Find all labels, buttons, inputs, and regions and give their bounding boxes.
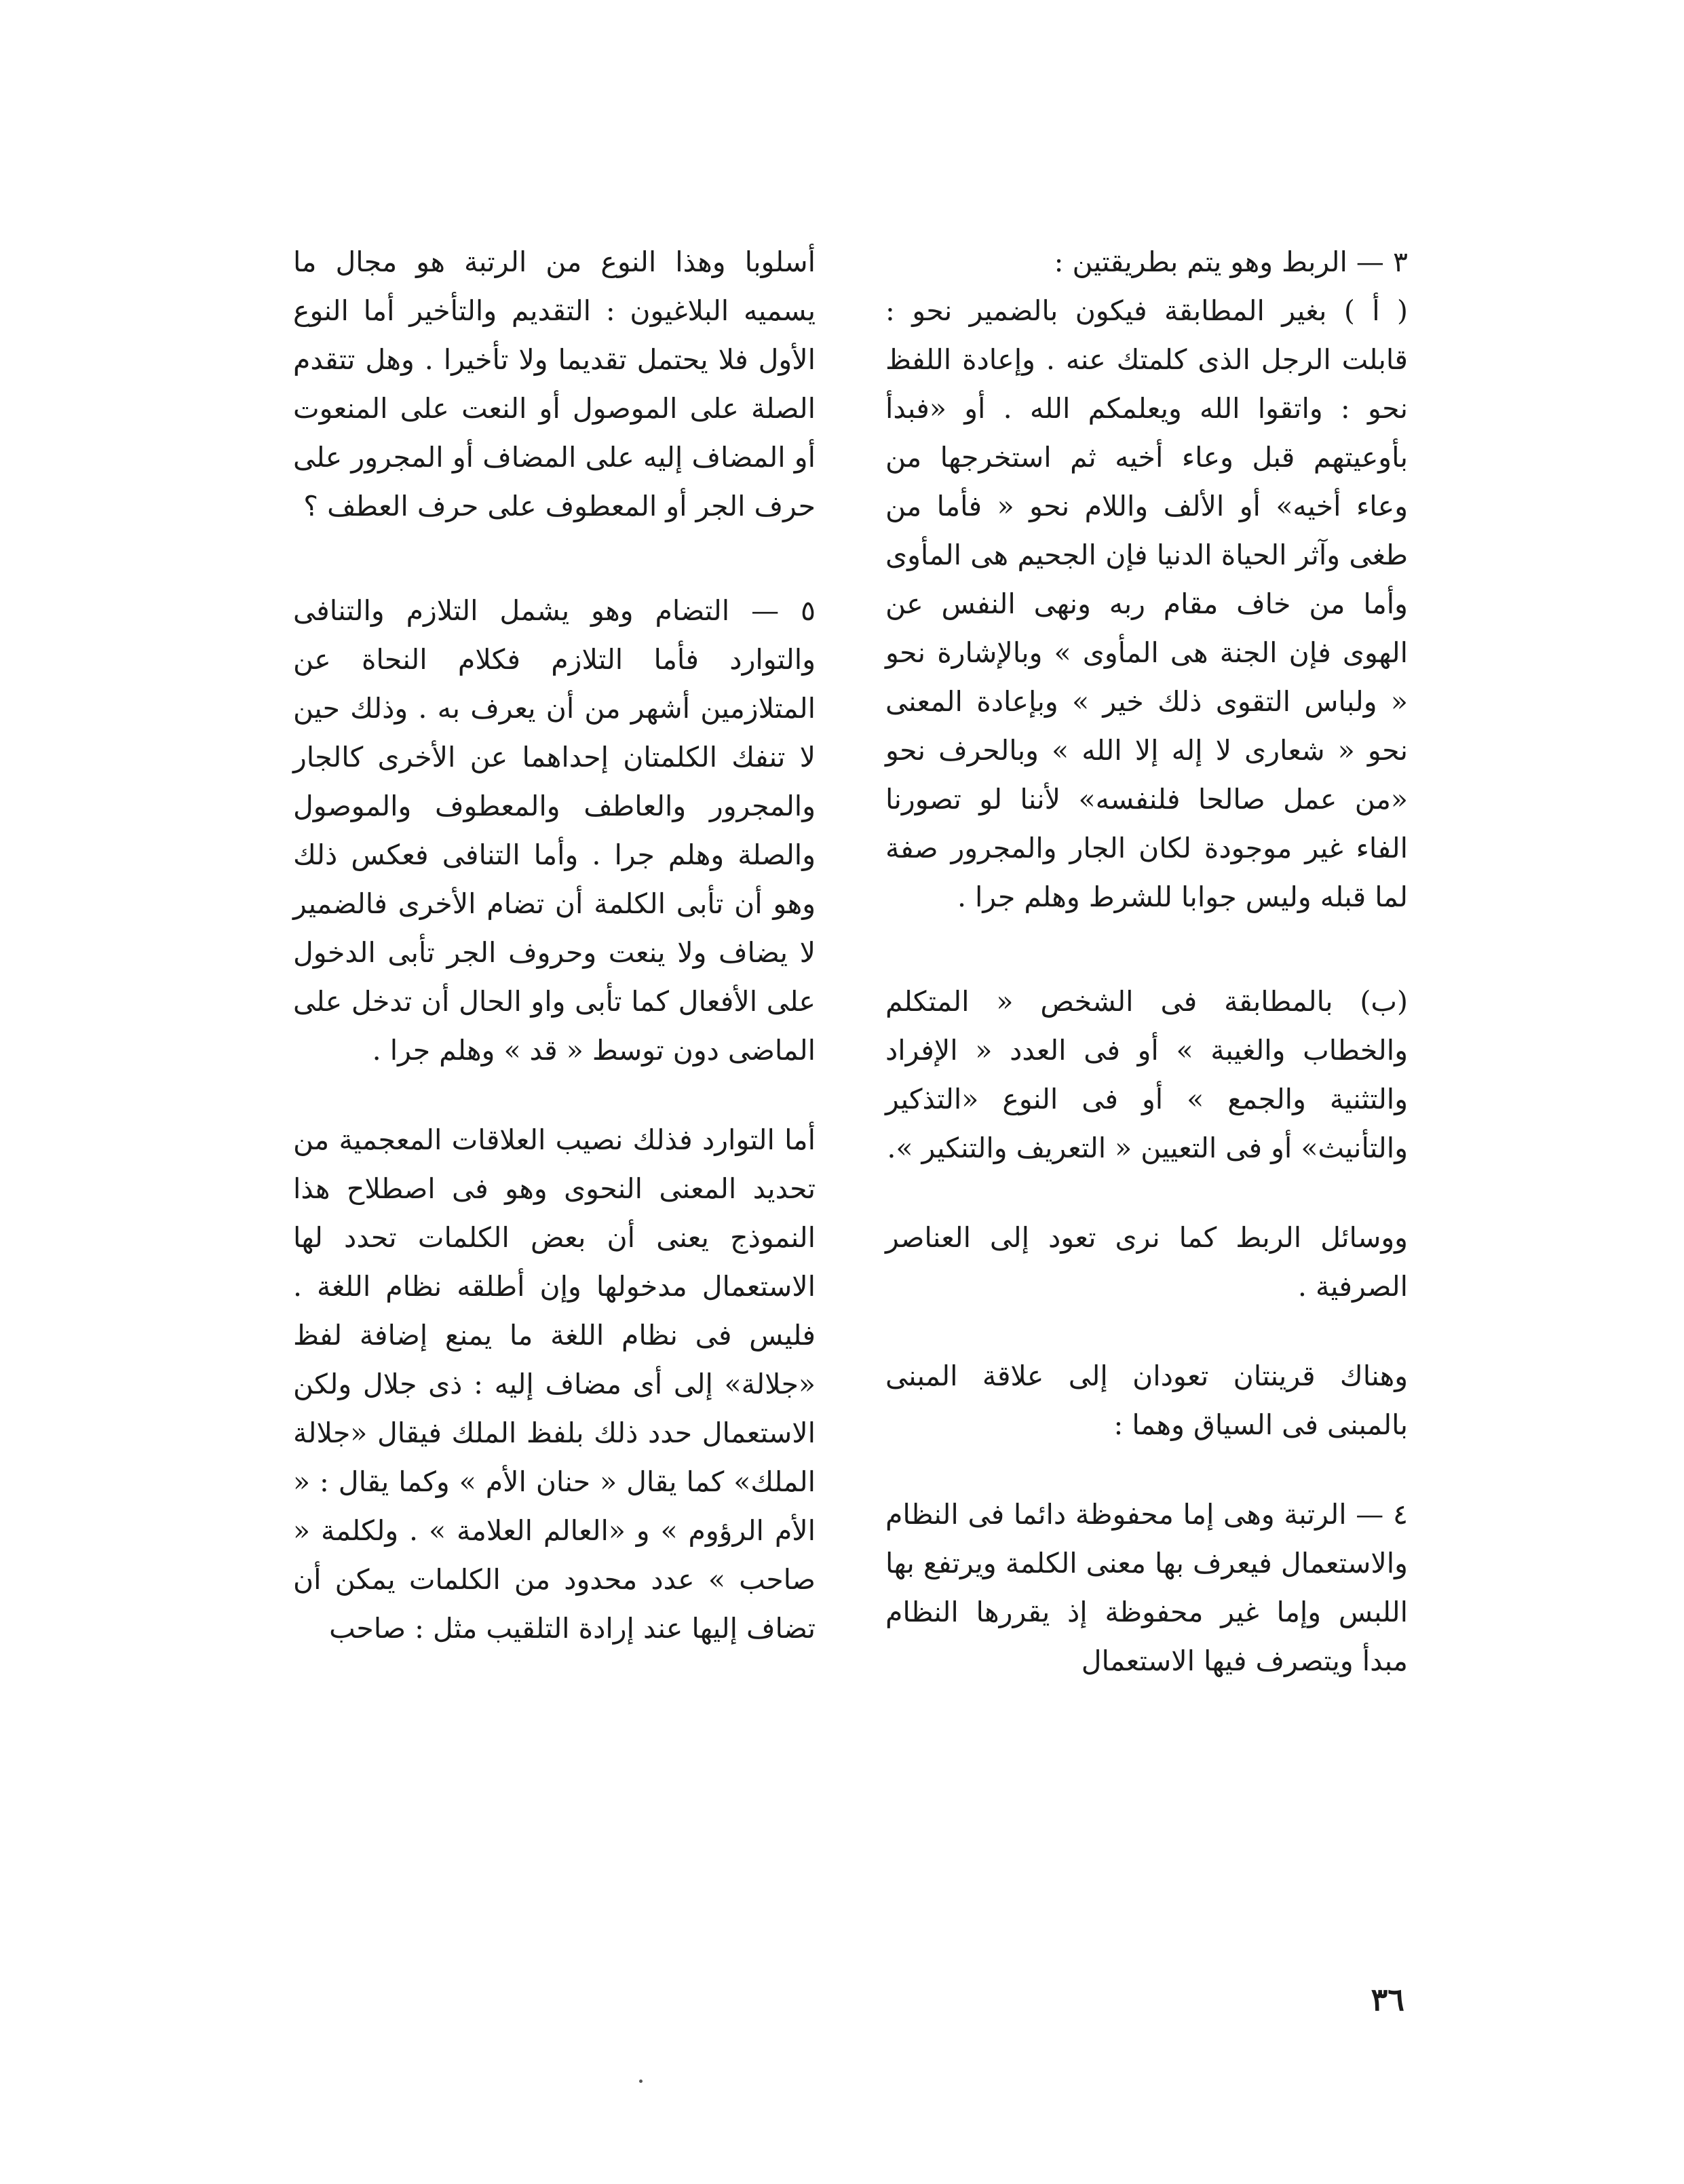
right-column [885, 237, 1408, 1685]
paragraph: ووسائل الربط كما نرى تعود إلى العناصر الصرفية . [885, 1221, 1408, 1303]
paragraph: (ب) بالمطابقة فى الشخص « المتكلم والخطاب والغيبة » أو فى العدد « الإفراد والتثنية والجمع » أو فى النوع «التذكير والتأنيث» أو فى التعيين « التعريف والتنكير ». [885, 985, 1408, 1164]
paragraph: ٣ — الربط وهو يتم بطريقتين : [1054, 246, 1408, 278]
print-speck [639, 2080, 643, 2083]
page-number: ٣٦ [1371, 1981, 1404, 2018]
paragraph: ٥ — التضام وهو يشمل التلازم والتنافى والتوارد فأما التلازم فكلام النحاة عن المتلازمين أشهر من أن يعرف به . وذلك حين لا تنفك الكلمتان إحداهما عن الأخرى كالجار والمجرور والعاطف والمعطوف والموصول والصلة وهلم جرا . وأما التنافى فعكس ذلك وهو أن تأبى الكلمة أن تضام الأخرى فالضمير لا يضاف ولا ينعت وحروف الجر تأبى الدخول على الأفعال كما تأبى واو الحال أن تدخل على الماضى دون توسط « قد » وهلم جرا . [293, 594, 816, 1067]
paragraph: وهناك قرينتان تعودان إلى علاقة المبنى بالمبنى فى السياق وهما : [885, 1360, 1408, 1441]
paragraph: أسلوبا وهذا النوع من الرتبة هو مجال ما يسميه البلاغيون : التقديم والتأخير أما النوع الأول فلا يحتمل تقديما ولا تأخيرا . وهل تتقدم الصلة على الموصول أو النعت على المنعوت أو المضاف إليه على المضاف أو المجرور على حرف الجر أو المعطوف على حرف العطف ؟ [293, 246, 816, 522]
paragraph: أما التوارد فذلك نصيب العلاقات المعجمية من تحديد المعنى النحوى وهو فى اصطلاح هذا النموذج يعنى أن بعض الكلمات تحدد لها الاستعمال مدخولها وإن أطلقه نظام اللغة . فليس فى نظام اللغة ما يمنع إضافة لفظ «جلالة» إلى أى مضاف إليه : ذى جلال ولكن الاستعمال حدد ذلك بلفظ الملك فيقال «جلالة الملك» كما يقال « حنان الأم » وكما يقال : « الأم الرؤوم » و «العالم العلامة » . ولكلمة « صاحب » عدد محدود من الكلمات يمكن أن تضاف إليها عند إرادة التلقيب مثل : صاحب [293, 1124, 816, 1645]
paragraph: ٤ — الرتبة وهى إما محفوظة دائما فى النظام والاستعمال فيعرف بها معنى الكلمة ويرتفع بها اللبس وإما غير محفوظة إذ يقررها النظام مبدأ ويتصرف فيها الاستعمال [885, 1498, 1408, 1677]
left-column [293, 237, 816, 1653]
paragraph: ( أ ) بغير المطابقة فيكون بالضمير نحو : قابلت الرجل الذى كلمتك عنه . وإعادة اللفظ نحو : واتقوا الله ويعلمكم الله . أو «فبدأ بأوعيتهم قبل وعاء أخيه ثم استخرجها من وعاء أخيه» أو الألف واللام نحو « فأما من طغى وآثر الحياة الدنيا فإن الجحيم هى المأوى وأما من خاف مقام ربه ونهى النفس عن الهوى فإن الجنة هى المأوى » وبالإشارة نحو « ولباس التقوى ذلك خير » وبإعادة المعنى نحو « شعارى لا إله إلا الله » وبالحرف نحو «من عمل صالحا فلنفسه» لأننا لو تصورنا الفاء غير موجودة لكان الجار والمجرور صفة لما قبله وليس جوابا للشرط وهلم جرا . [885, 294, 1408, 913]
